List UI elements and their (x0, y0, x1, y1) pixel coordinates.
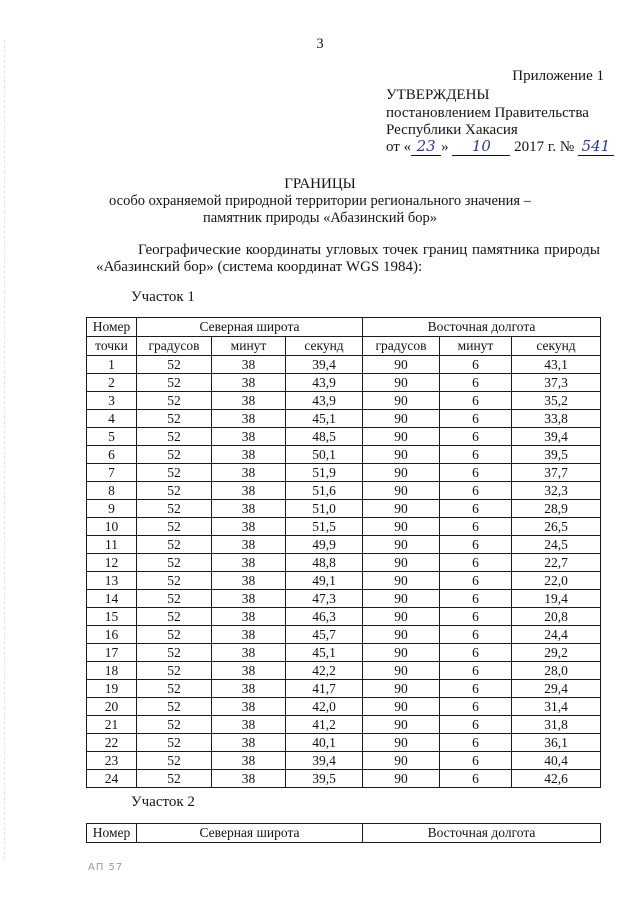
scan-edge-line (4, 40, 6, 860)
cell-lat-seconds: 48,5 (286, 428, 363, 446)
cell-lat-degrees: 52 (137, 356, 212, 374)
cell-lat-degrees: 52 (137, 644, 212, 662)
cell-lat-seconds: 43,9 (286, 392, 363, 410)
header-east-longitude: Восточная долгота (363, 824, 601, 843)
cell-lat-degrees: 52 (137, 500, 212, 518)
cell-lat-minutes: 38 (212, 662, 286, 680)
cell-lon-degrees: 90 (363, 410, 440, 428)
header-north-latitude: Северная широта (137, 318, 363, 337)
cell-lat-minutes: 38 (212, 590, 286, 608)
cell-lat-seconds: 43,9 (286, 374, 363, 392)
cell-point-number: 11 (87, 536, 137, 554)
header-number: Номер (87, 318, 137, 337)
coordinates-table-1 (86, 317, 601, 788)
cell-lat-seconds: 51,5 (286, 518, 363, 536)
cell-lon-degrees: 90 (363, 734, 440, 752)
cell-lat-degrees: 52 (137, 464, 212, 482)
cell-lat-degrees: 52 (137, 446, 212, 464)
cell-lon-seconds: 26,5 (512, 518, 601, 536)
cell-lat-degrees: 52 (137, 554, 212, 572)
cell-lon-minutes: 6 (440, 428, 512, 446)
cell-lon-seconds: 22,0 (512, 572, 601, 590)
cell-lon-minutes: 6 (440, 446, 512, 464)
cell-lon-minutes: 6 (440, 356, 512, 374)
cell-lon-degrees: 90 (363, 500, 440, 518)
cell-lat-degrees: 52 (137, 626, 212, 644)
section-1-title: Участок 1 (131, 289, 195, 305)
section-2-title: Участок 2 (131, 794, 195, 810)
table-row (87, 392, 601, 410)
cell-lon-seconds: 29,2 (512, 644, 601, 662)
table-row (87, 770, 601, 788)
cell-point-number: 6 (87, 446, 137, 464)
cell-point-number: 14 (87, 590, 137, 608)
cell-lon-minutes: 6 (440, 536, 512, 554)
cell-lon-minutes: 6 (440, 410, 512, 428)
cell-lat-seconds: 50,1 (286, 446, 363, 464)
table-row (87, 752, 601, 770)
cell-lat-degrees: 52 (137, 608, 212, 626)
cell-lat-minutes: 38 (212, 770, 286, 788)
cell-lon-degrees: 90 (363, 446, 440, 464)
table-row (87, 554, 601, 572)
header-lon-degrees: градусов (363, 337, 440, 356)
cell-lon-degrees: 90 (363, 698, 440, 716)
approval-line-1: постановлением Правительства (386, 105, 589, 121)
cell-point-number: 23 (87, 752, 137, 770)
table-row (87, 356, 601, 374)
cell-lon-degrees: 90 (363, 554, 440, 572)
header-row-groups (87, 318, 601, 337)
cell-point-number: 19 (87, 680, 137, 698)
cell-lon-minutes: 6 (440, 716, 512, 734)
cell-point-number: 3 (87, 392, 137, 410)
cell-lat-seconds: 39,5 (286, 770, 363, 788)
cell-point-number: 7 (87, 464, 137, 482)
cell-lon-seconds: 36,1 (512, 734, 601, 752)
document-title: ГРАНИЦЫ (284, 176, 356, 192)
cell-lat-seconds: 51,9 (286, 464, 363, 482)
cell-lon-minutes: 6 (440, 680, 512, 698)
cell-lat-seconds: 45,1 (286, 410, 363, 428)
cell-lon-minutes: 6 (440, 464, 512, 482)
date-day-handwritten: 23 (411, 137, 441, 156)
cell-lon-seconds: 19,4 (512, 590, 601, 608)
cell-lon-degrees: 90 (363, 572, 440, 590)
cell-lat-seconds: 41,2 (286, 716, 363, 734)
header-lat-degrees: градусов (137, 337, 212, 356)
cell-lon-degrees: 90 (363, 428, 440, 446)
header-lat-seconds: секунд (286, 337, 363, 356)
intro-line-2: «Абазинский бор» (система координат WGS 1984): (96, 259, 423, 275)
cell-lon-degrees: 90 (363, 716, 440, 734)
cell-lat-minutes: 38 (212, 572, 286, 590)
date-month-handwritten: 10 (452, 137, 510, 156)
cell-lat-minutes: 38 (212, 410, 286, 428)
table-1-body (87, 356, 601, 788)
cell-point-number: 8 (87, 482, 137, 500)
cell-lat-degrees: 52 (137, 482, 212, 500)
cell-lat-degrees: 52 (137, 536, 212, 554)
cell-point-number: 21 (87, 716, 137, 734)
intro-line-1: Географические координаты угловых точек границ памятника природы (138, 242, 600, 258)
table-row (87, 428, 601, 446)
cell-point-number: 12 (87, 554, 137, 572)
cell-lon-degrees: 90 (363, 464, 440, 482)
approval-line-2: Республики Хакасия (386, 122, 518, 138)
cell-lon-seconds: 32,3 (512, 482, 601, 500)
cell-lat-minutes: 38 (212, 698, 286, 716)
cell-lon-minutes: 6 (440, 482, 512, 500)
cell-point-number: 16 (87, 626, 137, 644)
cell-lat-degrees: 52 (137, 662, 212, 680)
cell-lat-minutes: 38 (212, 536, 286, 554)
cell-lon-minutes: 6 (440, 518, 512, 536)
cell-lon-degrees: 90 (363, 392, 440, 410)
cell-point-number: 10 (87, 518, 137, 536)
cell-lat-seconds: 47,3 (286, 590, 363, 608)
cell-lon-minutes: 6 (440, 554, 512, 572)
cell-lat-seconds: 49,1 (286, 572, 363, 590)
table-row (87, 626, 601, 644)
cell-lon-seconds: 42,6 (512, 770, 601, 788)
cell-lat-degrees: 52 (137, 716, 212, 734)
cell-point-number: 22 (87, 734, 137, 752)
cell-lon-degrees: 90 (363, 374, 440, 392)
cell-lon-minutes: 6 (440, 374, 512, 392)
cell-point-number: 15 (87, 608, 137, 626)
date-year-text: 2017 г. № (514, 139, 575, 155)
cell-lon-seconds: 37,7 (512, 464, 601, 482)
cell-lon-seconds: 35,2 (512, 392, 601, 410)
header-row-groups (87, 824, 601, 843)
table-row (87, 644, 601, 662)
appendix-label: Приложение 1 (512, 68, 604, 84)
table-row (87, 608, 601, 626)
cell-lat-degrees: 52 (137, 572, 212, 590)
table-row (87, 680, 601, 698)
cell-lat-minutes: 38 (212, 464, 286, 482)
cell-lat-seconds: 46,3 (286, 608, 363, 626)
table-row (87, 662, 601, 680)
cell-lat-seconds: 51,6 (286, 482, 363, 500)
date-day-suffix: » (441, 139, 449, 155)
table-row (87, 572, 601, 590)
table-row (87, 464, 601, 482)
cell-lat-degrees: 52 (137, 752, 212, 770)
cell-lon-seconds: 31,4 (512, 698, 601, 716)
approval-title: УТВЕРЖДЕНЫ (386, 87, 490, 103)
table-row (87, 500, 601, 518)
cell-lat-seconds: 51,0 (286, 500, 363, 518)
cell-lon-seconds: 24,5 (512, 536, 601, 554)
cell-lat-minutes: 38 (212, 482, 286, 500)
cell-lon-minutes: 6 (440, 644, 512, 662)
cell-lat-minutes: 38 (212, 734, 286, 752)
margin-mark: АП 57 (88, 862, 124, 873)
cell-lat-seconds: 45,1 (286, 644, 363, 662)
cell-lat-seconds: 41,7 (286, 680, 363, 698)
cell-point-number: 24 (87, 770, 137, 788)
cell-point-number: 5 (87, 428, 137, 446)
cell-lat-degrees: 52 (137, 410, 212, 428)
table-row (87, 482, 601, 500)
cell-lon-minutes: 6 (440, 698, 512, 716)
cell-lon-seconds: 28,0 (512, 662, 601, 680)
cell-lat-minutes: 38 (212, 716, 286, 734)
cell-lat-degrees: 52 (137, 374, 212, 392)
cell-lon-seconds: 40,4 (512, 752, 601, 770)
cell-lon-minutes: 6 (440, 770, 512, 788)
table-row (87, 590, 601, 608)
header-point: точки (87, 337, 137, 356)
cell-lat-seconds: 42,0 (286, 698, 363, 716)
cell-lon-degrees: 90 (363, 770, 440, 788)
table-row (87, 518, 601, 536)
cell-lon-seconds: 39,5 (512, 446, 601, 464)
approval-date-line (386, 137, 614, 156)
cell-lon-minutes: 6 (440, 572, 512, 590)
cell-lon-degrees: 90 (363, 752, 440, 770)
cell-lon-degrees: 90 (363, 356, 440, 374)
cell-lat-minutes: 38 (212, 554, 286, 572)
cell-lon-seconds: 37,3 (512, 374, 601, 392)
cell-lon-degrees: 90 (363, 518, 440, 536)
table-row (87, 698, 601, 716)
cell-lat-seconds: 42,2 (286, 662, 363, 680)
cell-lat-minutes: 38 (212, 446, 286, 464)
header-lon-seconds: секунд (512, 337, 601, 356)
table-row (87, 410, 601, 428)
cell-point-number: 2 (87, 374, 137, 392)
header-row-units (87, 337, 601, 356)
cell-lat-minutes: 38 (212, 752, 286, 770)
cell-lon-seconds: 20,8 (512, 608, 601, 626)
cell-lat-seconds: 49,9 (286, 536, 363, 554)
cell-lat-seconds: 48,8 (286, 554, 363, 572)
table-row (87, 536, 601, 554)
header-lon-minutes: минут (440, 337, 512, 356)
cell-lat-seconds: 39,4 (286, 752, 363, 770)
cell-lon-seconds: 31,8 (512, 716, 601, 734)
coordinates-table-2 (86, 823, 601, 843)
cell-lat-minutes: 38 (212, 392, 286, 410)
cell-lat-minutes: 38 (212, 374, 286, 392)
cell-lat-minutes: 38 (212, 500, 286, 518)
cell-lat-seconds: 45,7 (286, 626, 363, 644)
cell-point-number: 18 (87, 662, 137, 680)
cell-lon-degrees: 90 (363, 680, 440, 698)
cell-lon-degrees: 90 (363, 644, 440, 662)
table-row (87, 716, 601, 734)
subtitle-line-1: особо охраняемой природной территории регионального значения – (109, 193, 531, 209)
cell-lon-seconds: 29,4 (512, 680, 601, 698)
cell-point-number: 9 (87, 500, 137, 518)
header-east-longitude: Восточная долгота (363, 318, 601, 337)
cell-point-number: 4 (87, 410, 137, 428)
cell-point-number: 17 (87, 644, 137, 662)
cell-lat-degrees: 52 (137, 734, 212, 752)
cell-lat-seconds: 40,1 (286, 734, 363, 752)
table-row (87, 374, 601, 392)
date-prefix: от « (386, 139, 412, 155)
cell-lat-degrees: 52 (137, 698, 212, 716)
cell-lat-degrees: 52 (137, 428, 212, 446)
header-north-latitude: Северная широта (137, 824, 363, 843)
cell-lat-degrees: 52 (137, 590, 212, 608)
cell-lat-minutes: 38 (212, 644, 286, 662)
cell-lon-degrees: 90 (363, 482, 440, 500)
cell-lon-seconds: 28,9 (512, 500, 601, 518)
cell-lon-minutes: 6 (440, 752, 512, 770)
cell-lat-minutes: 38 (212, 608, 286, 626)
cell-lon-degrees: 90 (363, 626, 440, 644)
cell-point-number: 20 (87, 698, 137, 716)
cell-lon-seconds: 39,4 (512, 428, 601, 446)
cell-lat-degrees: 52 (137, 680, 212, 698)
cell-lon-minutes: 6 (440, 392, 512, 410)
cell-lon-minutes: 6 (440, 662, 512, 680)
cell-point-number: 1 (87, 356, 137, 374)
cell-lat-minutes: 38 (212, 680, 286, 698)
header-lat-minutes: минут (212, 337, 286, 356)
cell-point-number: 13 (87, 572, 137, 590)
cell-lon-degrees: 90 (363, 536, 440, 554)
cell-lon-degrees: 90 (363, 608, 440, 626)
page-number: 3 (316, 36, 324, 52)
decree-number-handwritten: 541 (578, 137, 614, 156)
cell-lon-degrees: 90 (363, 662, 440, 680)
subtitle-line-2: памятник природы «Абазинский бор» (203, 210, 437, 226)
cell-lat-degrees: 52 (137, 518, 212, 536)
cell-lat-degrees: 52 (137, 392, 212, 410)
cell-lat-seconds: 39,4 (286, 356, 363, 374)
cell-lat-minutes: 38 (212, 356, 286, 374)
cell-lon-minutes: 6 (440, 590, 512, 608)
cell-lon-minutes: 6 (440, 500, 512, 518)
cell-lon-minutes: 6 (440, 734, 512, 752)
cell-lon-seconds: 24,4 (512, 626, 601, 644)
header-number: Номер (87, 824, 137, 843)
cell-lon-seconds: 22,7 (512, 554, 601, 572)
cell-lon-degrees: 90 (363, 590, 440, 608)
cell-lat-minutes: 38 (212, 626, 286, 644)
cell-lat-minutes: 38 (212, 428, 286, 446)
cell-lon-minutes: 6 (440, 626, 512, 644)
cell-lat-degrees: 52 (137, 770, 212, 788)
cell-lon-seconds: 33,8 (512, 410, 601, 428)
table-row (87, 446, 601, 464)
table-row (87, 734, 601, 752)
cell-lon-seconds: 43,1 (512, 356, 601, 374)
cell-lat-minutes: 38 (212, 518, 286, 536)
cell-lon-minutes: 6 (440, 608, 512, 626)
